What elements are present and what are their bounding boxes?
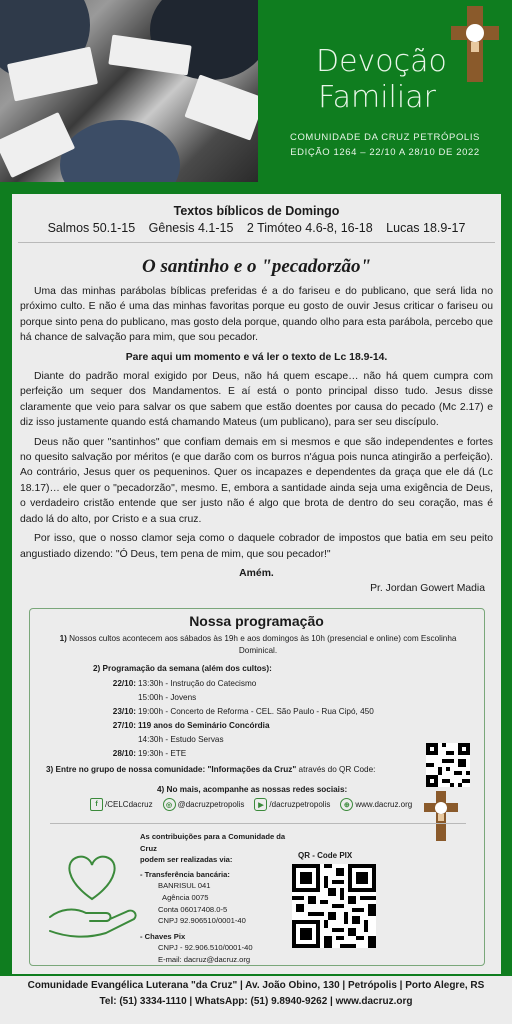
article-callout: Pare aqui um momento e vá ler o texto de Lc 18.9-14.: [125, 351, 388, 363]
schedule-text: 19:30h - ETE: [138, 749, 187, 758]
community-name: COMUNIDADE DA CRUZ PETRÓPOLIS: [289, 132, 480, 143]
contrib-heading: As contribuições para a Comunidade da Cruz: [140, 832, 286, 853]
social-website[interactable]: [340, 798, 412, 811]
article-title: O santinho e o "pecadorzão": [141, 256, 372, 277]
main-panel: [12, 194, 501, 974]
item3-prefix: 3) Entre no grupo de nossa comunidade:: [46, 765, 208, 774]
program-title: Nossa programação: [189, 613, 324, 629]
schedule-row: [106, 747, 406, 761]
schedule-text: 13:30h - Instrução do Catecismo: [138, 679, 257, 688]
instagram-icon: ◎: [163, 798, 176, 811]
social-label: www.dacruz.org: [355, 800, 413, 809]
group-qr-code-icon[interactable]: [426, 743, 470, 787]
bank-name: BANRISUL 041: [158, 881, 211, 891]
schedule-text: 14:30h - Estudo Servas: [138, 735, 224, 744]
schedule-text: 19:00h - Concerto de Reforma - CEL. São Paulo - Rua Cipó, 450: [138, 707, 374, 716]
article-body: [20, 284, 493, 601]
lectionary-ref: Salmos 50.1-15: [47, 221, 136, 235]
lectionary-ref: 2 Timóteo 4.6-8, 16-18: [246, 221, 373, 235]
globe-icon: ⊕: [340, 798, 353, 811]
program-item-3: [46, 764, 426, 776]
bank-agency: Agência 0075: [162, 892, 209, 902]
schedule-row: [106, 705, 406, 719]
pix-qr-code-icon[interactable]: [292, 864, 376, 948]
program-box: [29, 608, 485, 966]
item3-suffix: através do QR Code:: [296, 765, 376, 774]
article-amen: Amém.: [239, 567, 274, 579]
pix-qr-label: QR - Code PIX: [298, 851, 353, 860]
pix-email: E-mail: dacruz@dacruz.org: [158, 954, 251, 964]
header-photo: [0, 0, 258, 182]
article-paragraph: Uma das minhas parábolas bíblicas preferidas é a do fariseu e do publicano, que será lida no próximo culto. E não é uma das minhas favoritas porque eu gosto de ouvir Jesus criticar o fariseu ou porque sinto pena do publicano, mas gosto dela porque, quando olho para esta parábola, percebo que há chance de salvação para mim, que sou pecador.: [20, 286, 493, 344]
program-item-4: [157, 784, 457, 796]
divider: [50, 823, 466, 824]
lectionary-ref: Gênesis 4.1-15: [148, 221, 234, 235]
item4-bold: redes sociais:: [292, 785, 348, 794]
heart-hand-icon: [46, 847, 138, 947]
youtube-icon: ▶: [254, 798, 267, 811]
schedule-row: [106, 719, 406, 733]
group-name: "Informações da Cruz": [207, 765, 297, 774]
article-paragraph: Diante do padrão moral exigido por Deus, não há quem escape… não há quem cumpra com perfeição um sequer dos Mandamentos. E aí está o ponto principal disso tudo. Jesus disse claramente que veio para salvar os que sabem que estão doentes por causa do pecado (Mc 2.17) e diz isso justamente quando está chamando Mateus (um publicano), para ser seu discípulo.: [20, 371, 493, 429]
social-label: /dacruzpetropolis: [269, 800, 331, 809]
item4-prefix: 4) No mais, acompanhe as nossas: [157, 785, 293, 794]
schedule-date: 28/10:: [112, 749, 136, 758]
transfer-label: - Transferência bancária:: [140, 869, 230, 879]
footer-contact: Tel: (51) 3334-1110 | WhatsApp: (51) 9.8940-9262 | www.dacruz.org: [99, 996, 413, 1007]
schedule-text: 119 anos do Seminário Concórdia: [138, 721, 270, 730]
title-line-1: Devoção: [316, 44, 447, 79]
contributions: [140, 831, 290, 966]
lectionary-refs: [12, 221, 501, 235]
bank-cnpj: CNPJ 92.906510/0001-40: [158, 916, 246, 926]
article-paragraph: Deus não quer "santinhos" que confiam demais em si mesmos e que são independentes e fortes no quesito salvação por méritos (e que darão com os burros n'água pois nunca atingirão a perfeição). Ao contrário, Jesus quer os pequeninos. Quer os incapazes e dependentes da graça que ele dá (Lc 18.17)… ele quer o "pecadorzão", mesmo. E, embora a santidade ainda seja uma exigência de Deus, o verdadeiro cristão entende que ser justo não é algo que brota de dentro do seu coração, mas é dado lá do alto, por Cristo e a sua cruz.: [20, 436, 493, 525]
bank-account: Conta 06017408.0-5: [158, 904, 228, 914]
schedule-date: 27/10:: [112, 721, 136, 730]
header: [0, 0, 512, 182]
schedule-text: 15:00h - Jovens: [138, 693, 197, 702]
edition-info: EDIÇÃO 1264 – 22/10 A 28/10 DE 2022: [290, 147, 480, 158]
schedule-row: [106, 677, 406, 691]
schedule-date: 22/10:: [112, 679, 136, 688]
schedule-row: [106, 691, 406, 705]
footer: [0, 976, 512, 1024]
program-item-2: 2) Programação da semana (além dos cultos):: [93, 664, 272, 673]
social-facebook[interactable]: [90, 798, 153, 811]
lectionary-ref: Lucas 18.9-17: [386, 221, 466, 235]
social-links: [90, 798, 420, 811]
brand-block: [258, 0, 512, 182]
divider: [18, 242, 495, 243]
article-paragraph: Por isso, que o nosso clamor seja como o daquele cobrador de impostos que batia em seu peito angustiado dizendo: "Ó Deus, tem pena de mim, que sou pecador!": [20, 533, 493, 560]
schedule-date: 23/10:: [112, 707, 136, 716]
cross-logo-icon: [424, 791, 458, 841]
contrib-heading: podem ser realizadas via:: [140, 855, 233, 865]
social-youtube[interactable]: [254, 798, 330, 811]
schedule-row: [106, 733, 406, 747]
lectionary-title: Textos bíblicos de Domingo: [173, 204, 340, 218]
title-line-2: Familiar: [318, 80, 436, 115]
item-number: 1): [59, 634, 67, 643]
pix-cnpj: CNPJ - 92.906.510/0001-40: [158, 943, 253, 953]
item-text: Nossos cultos acontecem aos sábados às 19h e aos domingos às 10h (presencial e online) com Escolinha Dominical.: [69, 634, 457, 656]
footer-address: Comunidade Evangélica Luterana "da Cruz" | Av. João Obino, 130 | Petrópolis | Porto Alegre, RS: [27, 980, 485, 991]
program-item-1: [50, 633, 466, 658]
pix-label: - Chaves Pix: [140, 931, 186, 941]
publication-title: [316, 44, 447, 116]
social-label: @dacruzpetropolis: [177, 800, 245, 809]
schedule-list: [106, 677, 406, 761]
social-label: /CELCdacruz: [105, 800, 153, 809]
publication-subtitle: [258, 130, 512, 160]
social-instagram[interactable]: [163, 798, 245, 811]
cross-logo-icon: [451, 6, 499, 82]
facebook-icon: f: [90, 798, 103, 811]
article-signature: Pr. Jordan Gowert Madia: [370, 583, 485, 595]
